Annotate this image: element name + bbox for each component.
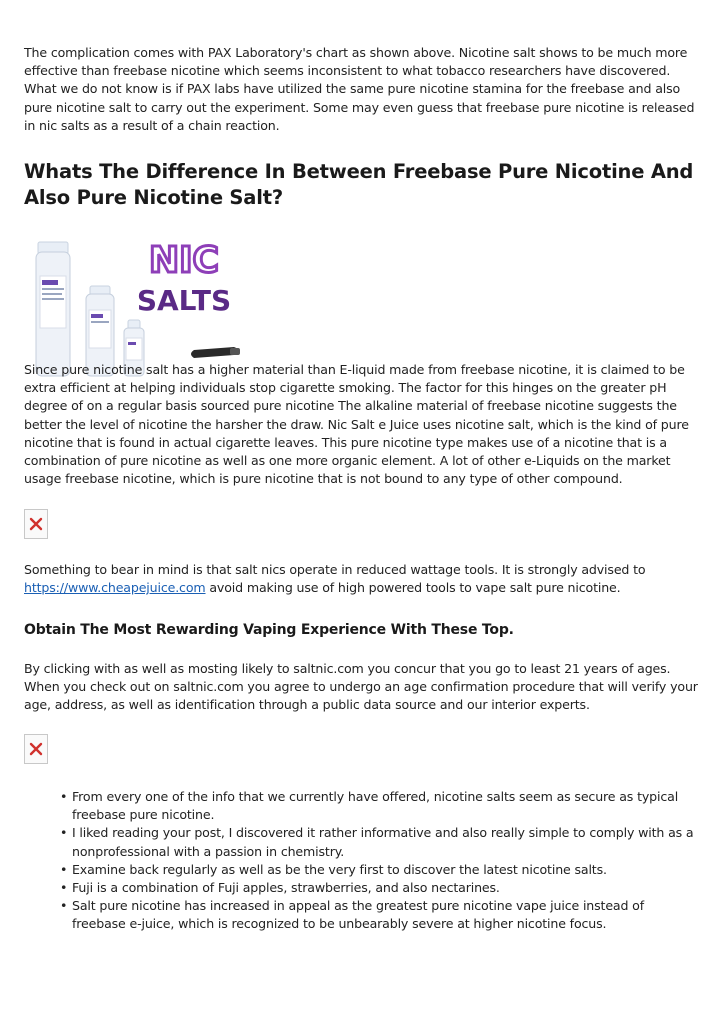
subsection-heading: Obtain The Most Rewarding Vaping Experience With These Top. xyxy=(24,622,514,638)
advice-text-after-link: avoid making use of high powered tools to vape salt pure nicotine. xyxy=(205,580,621,596)
advice-paragraph xyxy=(24,561,700,597)
bullet-list xyxy=(60,788,700,934)
list-item: • Examine back regularly as well as be the very first to discover the latest nicotine salts. xyxy=(60,861,700,879)
advice-text-before-link: Something to bear in mind is that salt nics operate in reduced wattage tools. It is strongly advised to xyxy=(24,562,646,577)
broken-image-icon xyxy=(24,509,48,539)
list-item: • Salt pure nicotine has increased in appeal as the greatest pure nicotine vape juice instead of freebase e-juice, which is recognized to be unbearably severe at higher nicotine focus. xyxy=(60,897,700,933)
cheapejuice-link[interactable]: https://www.cheapejuice.com xyxy=(24,580,206,596)
section-heading: Whats The Difference In Between Freebase Pure Nicotine And Also Pure Nicotine Salt? xyxy=(24,160,694,209)
broken-image-icon-2 xyxy=(24,734,48,764)
product-image xyxy=(34,228,274,380)
list-item: • I liked reading your post, I discovered it rather informative and also really simple to comply with as a nonprofessional with a passion in chemistry. xyxy=(60,824,700,860)
nic-salts-bottles-image xyxy=(34,228,274,380)
logo-text-nic: NIC xyxy=(149,240,219,281)
list-item: • From every one of the info that we currently have offered, nicotine salts seem as secure as typical freebase pure nicotine. xyxy=(60,788,700,824)
body-paragraph: Since pure nicotine salt has a higher material than E-liquid made from freebase nicotine, it is claimed to be extra efficient at helping individuals stop cigarette smoking. The factor for this hinges on the greater pH degree of on a regular basis sourced pure nicotine The alkaline material of freebase nicotine suggests the better the level of nicotine the harsher the draw. Nic Salt e Juice uses nicotine salt, which is the kind of pure nicotine that is found in actual cigarette leaves. This pure nicotine type makes use of a nicotine that is a combination of pure nicotine as well as one more organic element. A lot of other e-Liquids on the market usage freebase nicotine, which is pure nicotine that is not bound to any type of other compound. xyxy=(24,362,689,487)
logo-text-salts: SALTS xyxy=(136,284,232,317)
list-item: • Fuji is a combination of Fuji apples, strawberries, and also nectarines. xyxy=(60,879,700,897)
age-verification-paragraph: By clicking with as well as mosting likely to saltnic.com you concur that you go to least 21 years of ages. When you check out on saltnic.com you agree to undergo an age confirmation procedure that will verify your age, address, as well as identification through a public data source and our interior experts. xyxy=(24,661,698,713)
intro-paragraph: The complication comes with PAX Laboratory's chart as shown above. Nicotine salt shows to be much more effective than freebase nicotine which seems inconsistent to what tobacco researchers have discovered. What we do not know is if PAX labs have utilized the same pure nicotine stamina for the freebase and also pure nicotine salt to carry out the experiment. Some may even guess that freebase pure nicotine is released in nic salts as a result of a chain reaction. xyxy=(24,45,695,133)
